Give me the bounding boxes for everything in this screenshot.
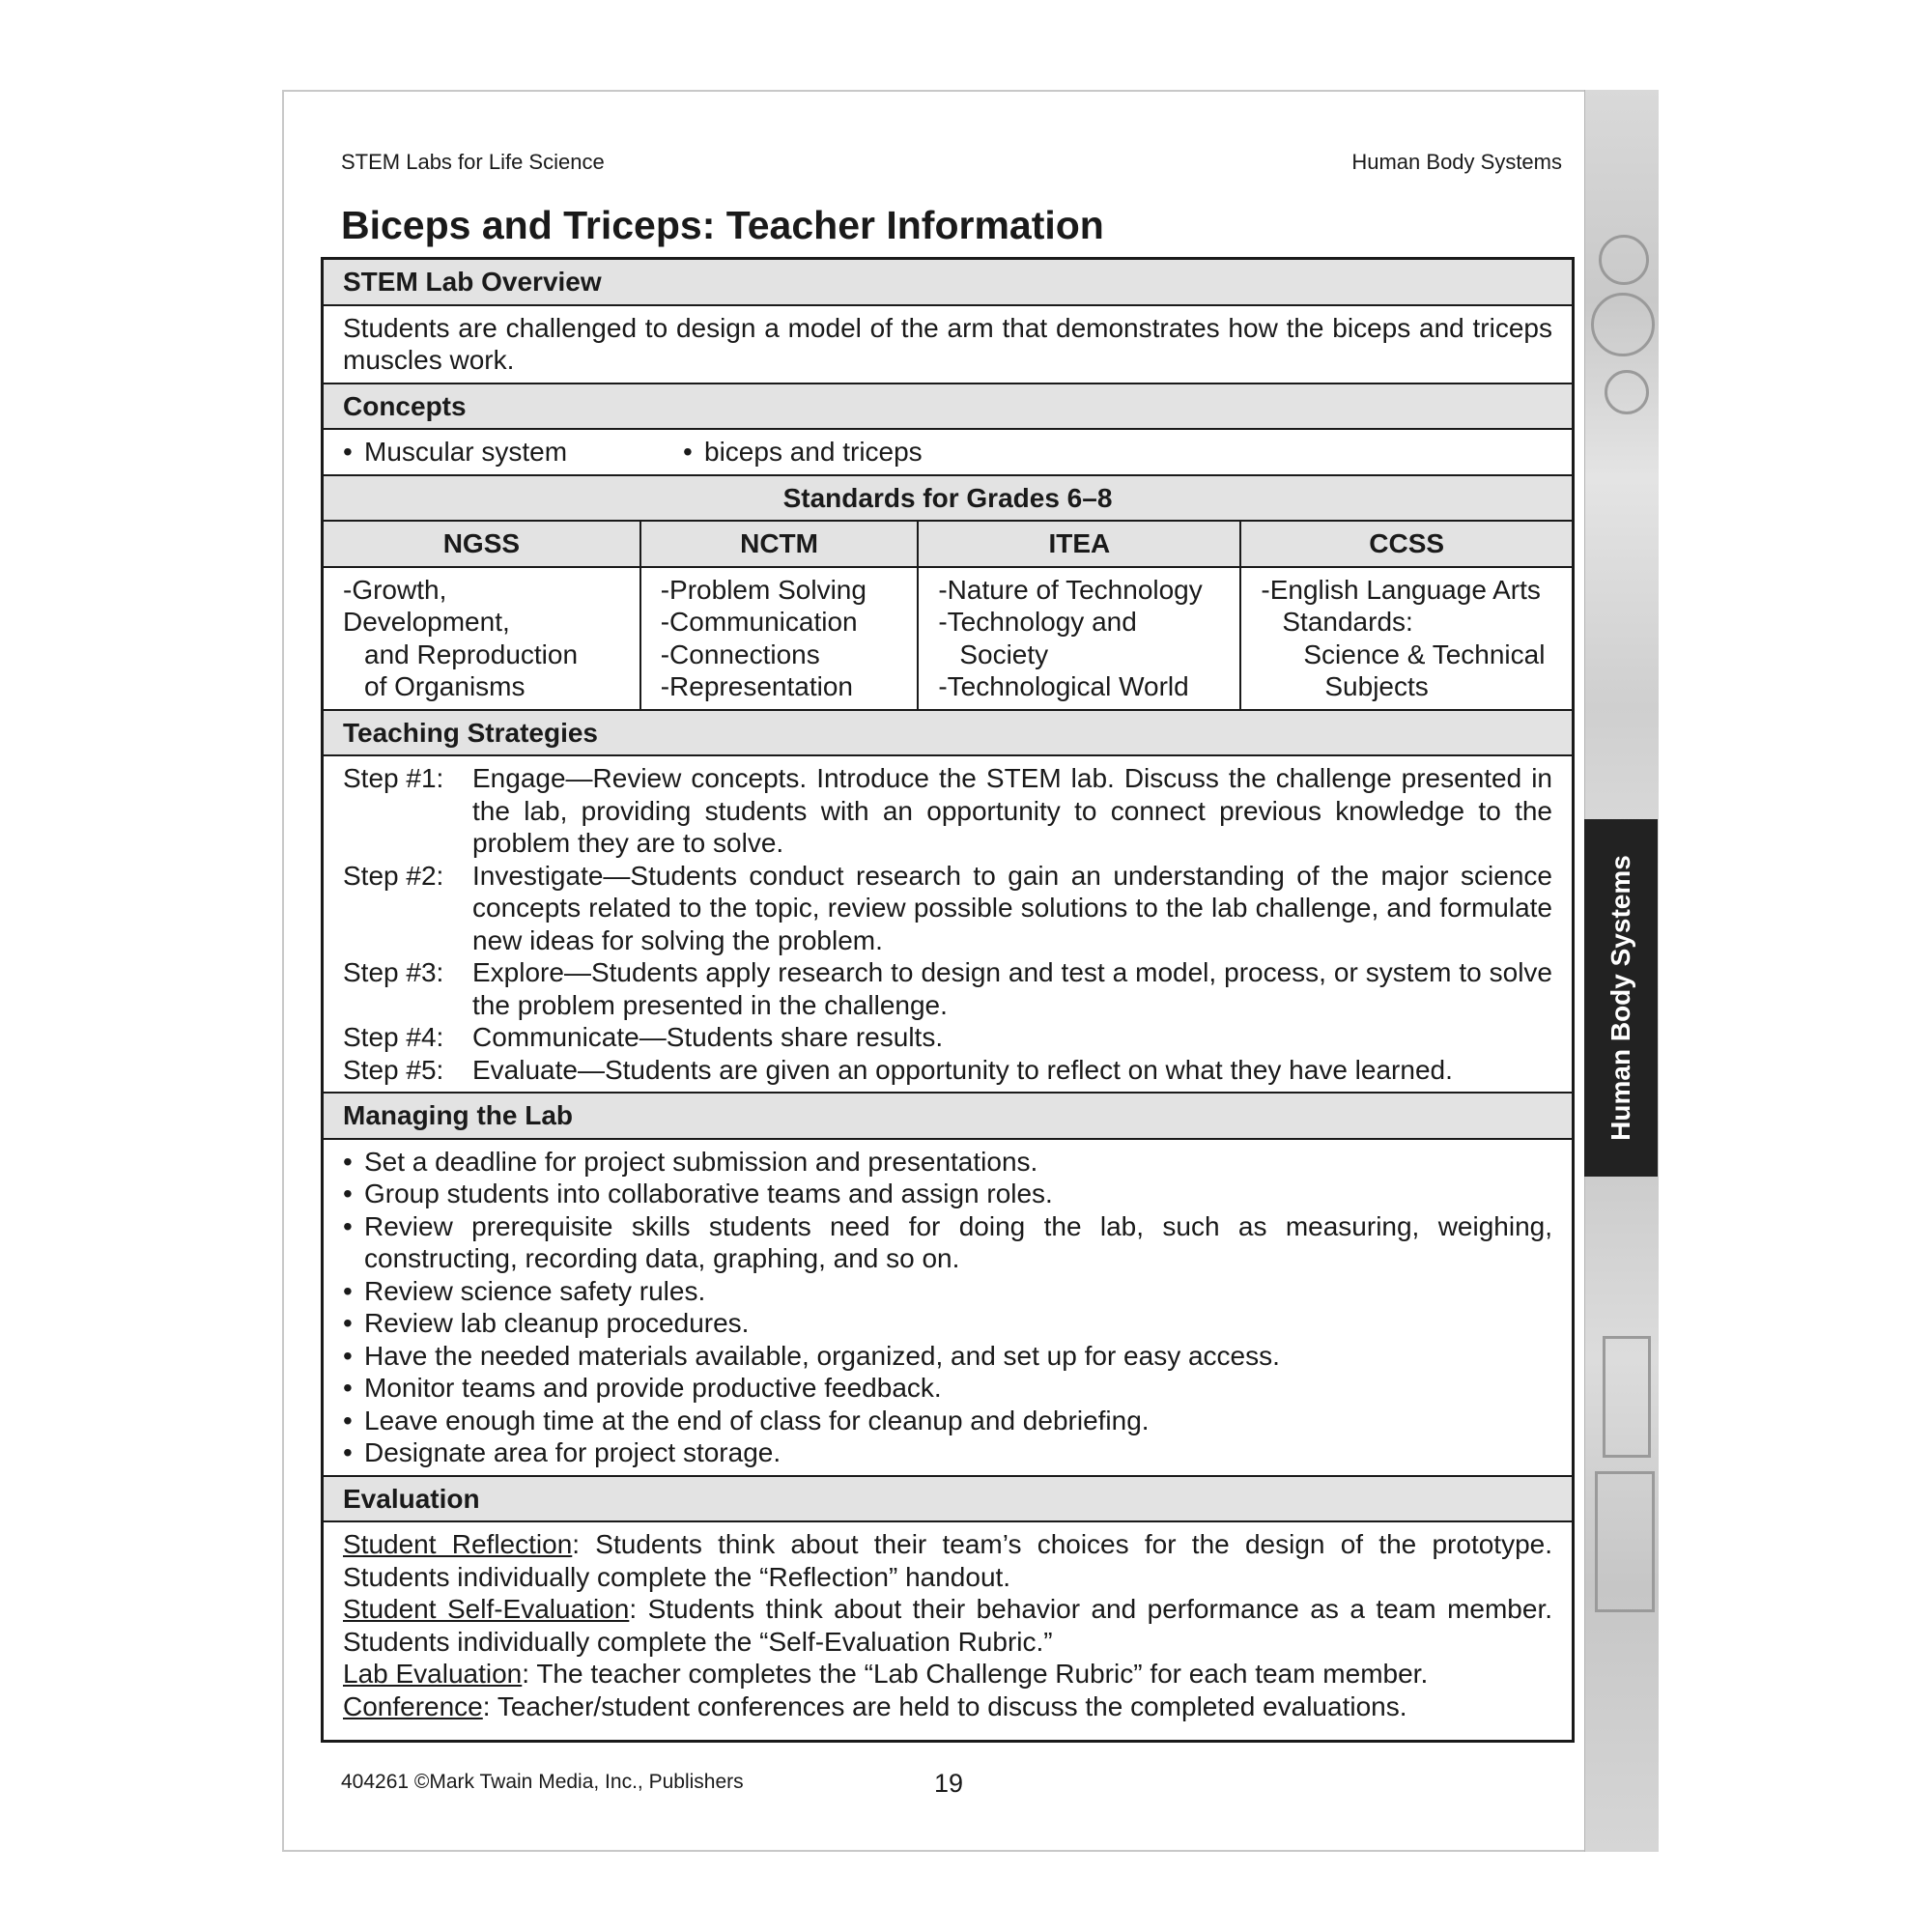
step-text: Explore—Students apply research to design and test a model, process, or system to solve the problem presented in the challenge. bbox=[472, 957, 1552, 1020]
step-item bbox=[343, 956, 1552, 1021]
step-item bbox=[343, 1021, 1552, 1054]
decorative-circle bbox=[1605, 370, 1649, 414]
ngss-standards bbox=[323, 567, 640, 710]
column-header-itea: ITEA bbox=[918, 521, 1240, 567]
list-item: • Have the needed materials available, organized, and set up for easy access. bbox=[343, 1340, 1552, 1373]
list-item: • Designate area for project storage. bbox=[343, 1436, 1552, 1469]
nctm-standards bbox=[640, 567, 919, 710]
concepts-heading: Concepts bbox=[323, 384, 1574, 430]
step-label: Step #4: bbox=[343, 1022, 444, 1052]
teaching-heading: Teaching Strategies bbox=[323, 710, 1574, 756]
standard-line: -Growth, Development, bbox=[343, 574, 510, 637]
standard-line: -Technology and Society bbox=[938, 607, 1137, 669]
step-text: Communicate—Students share results. bbox=[472, 1022, 944, 1052]
ccss-standards bbox=[1240, 567, 1573, 710]
itea-standards bbox=[918, 567, 1240, 710]
concept-item: • Muscular system bbox=[343, 436, 683, 469]
standards-heading: Standards for Grades 6–8 bbox=[323, 475, 1574, 522]
list-item: • Review science safety rules. bbox=[343, 1275, 1552, 1308]
evaluation-text: : The teacher completes the “Lab Challenge Rubric” for each team member. bbox=[522, 1659, 1429, 1689]
evaluation-text: : Students think about their behavior and performance as a team member. Students individually complete the “Self-Evaluation Rubric.” bbox=[343, 1594, 1553, 1657]
evaluation-entry bbox=[343, 1690, 1552, 1723]
side-tab-label: Human Body Systems bbox=[1605, 855, 1636, 1141]
standard-line: -Nature of Technology bbox=[938, 574, 1203, 605]
list-item: • Review lab cleanup procedures. bbox=[343, 1307, 1552, 1340]
list-item: • Group students into collaborative teams and assign roles. bbox=[343, 1178, 1552, 1210]
standard-line: -English Language Arts bbox=[1261, 574, 1541, 605]
step-text: Engage—Review concepts. Introduce the STEM lab. Discuss the challenge presented in the lab, providing students with an opportunity to connect previous knowledge to the problem they are to solve. bbox=[472, 763, 1552, 858]
concept-item: • biceps and triceps bbox=[683, 436, 923, 469]
managing-heading: Managing the Lab bbox=[323, 1093, 1574, 1139]
decorative-box bbox=[1595, 1471, 1655, 1612]
evaluation-entry bbox=[343, 1528, 1552, 1593]
list-item: • Leave enough time at the end of class for cleanup and debriefing. bbox=[343, 1405, 1552, 1437]
evaluation-term: Conference bbox=[343, 1690, 483, 1721]
list-item: • Set a deadline for project submission and presentations. bbox=[343, 1146, 1552, 1179]
standard-line: Standards: bbox=[1282, 607, 1413, 637]
running-head-right: Human Body Systems bbox=[1351, 150, 1562, 174]
concepts-cell bbox=[323, 429, 1574, 475]
standard-line: -Connections bbox=[660, 639, 820, 669]
overview-text: Students are challenged to design a model of the arm that demonstrates how the biceps and triceps muscles work. bbox=[323, 305, 1574, 384]
standard-line: -Technological World bbox=[938, 671, 1189, 701]
step-item bbox=[343, 762, 1552, 860]
evaluation-entry bbox=[343, 1658, 1552, 1690]
footer-publisher: 404261 ©Mark Twain Media, Inc., Publishers bbox=[341, 1771, 744, 1793]
evaluation-term: Student Reflection bbox=[343, 1529, 573, 1559]
column-header-ngss: NGSS bbox=[323, 521, 640, 567]
step-text: Investigate—Students conduct research to gain an understanding of the major science concepts related to the topic, review possible solutions to the lab challenge, and formulate new ideas for solving the problem. bbox=[472, 860, 1552, 955]
managing-list bbox=[323, 1139, 1574, 1476]
step-label: Step #3: bbox=[343, 957, 444, 987]
decorative-circle bbox=[1591, 293, 1655, 356]
teacher-info-table bbox=[321, 257, 1575, 1743]
teaching-steps bbox=[323, 755, 1574, 1093]
decorative-circle bbox=[1599, 235, 1649, 285]
column-header-nctm: NCTM bbox=[640, 521, 919, 567]
decorative-box bbox=[1603, 1336, 1651, 1458]
step-item bbox=[343, 860, 1552, 957]
step-item bbox=[343, 1054, 1552, 1087]
standard-line: of Organisms bbox=[364, 671, 526, 701]
evaluation-term: Student Self-Evaluation bbox=[343, 1594, 630, 1624]
step-text: Evaluate—Students are given an opportunity to reflect on what they have learned. bbox=[472, 1054, 1453, 1085]
step-label: Step #2: bbox=[343, 860, 444, 891]
evaluation-text: : Teacher/student conferences are held to discuss the completed evaluations. bbox=[482, 1690, 1407, 1721]
evaluation-term: Lab Evaluation bbox=[343, 1659, 523, 1689]
standard-line: -Problem Solving bbox=[660, 574, 867, 605]
evaluation-entry bbox=[343, 1593, 1552, 1658]
evaluation-heading: Evaluation bbox=[323, 1476, 1574, 1522]
page-number: 19 bbox=[934, 1769, 964, 1798]
overview-heading: STEM Lab Overview bbox=[323, 259, 1574, 305]
step-label: Step #1: bbox=[343, 763, 444, 793]
column-header-ccss: CCSS bbox=[1240, 521, 1573, 567]
standard-line: Science & Technical Subjects bbox=[1303, 639, 1546, 701]
page-title: Biceps and Triceps: Teacher Information bbox=[341, 203, 1104, 247]
evaluation-entries bbox=[323, 1521, 1574, 1742]
side-section-tab bbox=[1584, 819, 1658, 1177]
standard-line: -Communication bbox=[660, 607, 858, 637]
evaluation-text: : Students think about their team’s choices for the design of the prototype. Students individually complete the “Reflection” handout. bbox=[343, 1529, 1552, 1592]
list-item: • Review prerequisite skills students need for doing the lab, such as measuring, weighing, constructing, recording data, graphing, and so on. bbox=[343, 1210, 1552, 1275]
standard-line: and Reproduction bbox=[364, 639, 579, 669]
list-item: • Monitor teams and provide productive feedback. bbox=[343, 1372, 1552, 1405]
running-head-left: STEM Labs for Life Science bbox=[341, 150, 605, 174]
standard-line: -Representation bbox=[660, 671, 853, 701]
step-label: Step #5: bbox=[343, 1054, 444, 1085]
